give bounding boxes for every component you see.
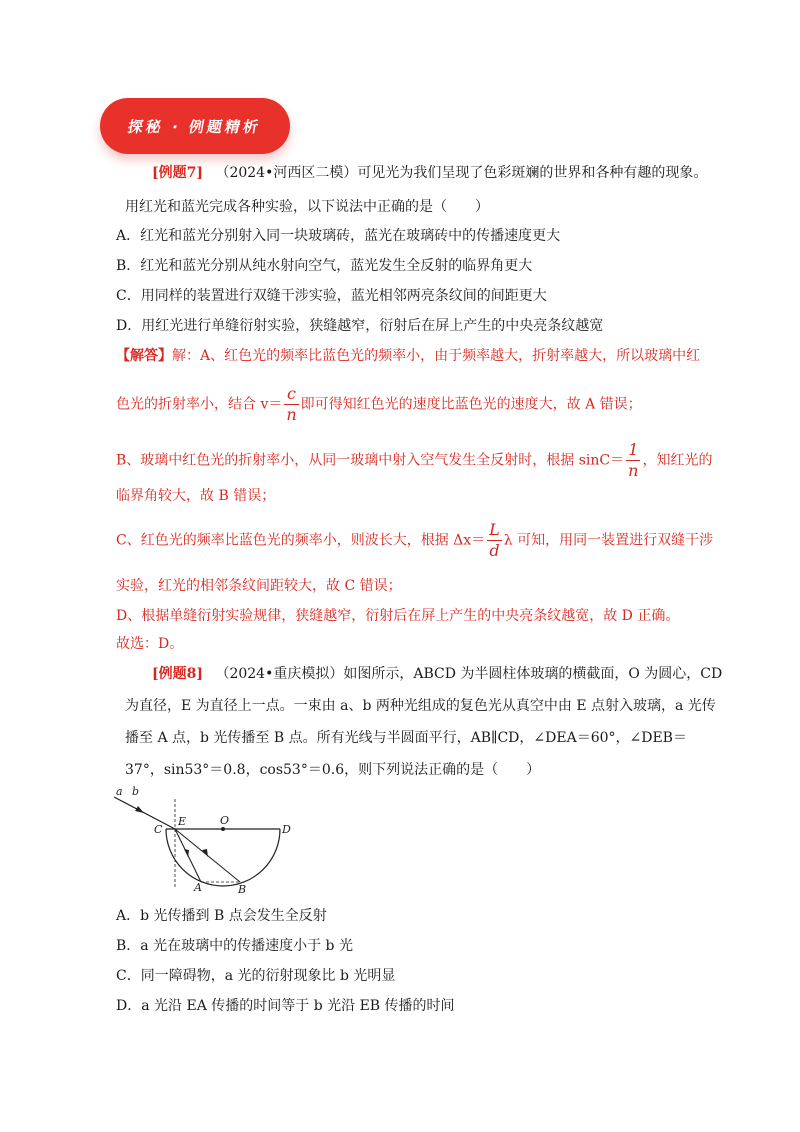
q8-text-1: （2024•重庆模拟）如图所示，ABCD 为半圆柱体玻璃的横截面，O 为圆心，CD (215, 666, 723, 682)
answer7-b1-post: ，知红光的 (642, 452, 713, 469)
frac-num: L (489, 520, 500, 539)
q7-line-1 (152, 163, 707, 183)
answer7-line-a2 (116, 386, 642, 423)
label-o: O (220, 814, 230, 827)
answer7-line-a1 (116, 346, 700, 366)
label-b: b (132, 785, 140, 798)
fraction-l-over-d (487, 522, 502, 559)
label-point-b: B (238, 883, 247, 896)
section-banner (100, 98, 290, 154)
center-point (221, 827, 225, 831)
answer7-c1-post: λ 可知，用同一装置进行双缝干涉 (503, 532, 714, 549)
q8-line-3: 播至 A 点，b 光传播至 B 点。所有光线与半圆面平行，AB∥CD，∠DEA＝60°，∠DEB＝ (125, 730, 687, 746)
answer7-line-c2: 实验，红光的相邻条纹间距较大，故 C 错误； (116, 578, 402, 594)
optics-diagram (108, 785, 308, 897)
answer7-line-d1: D、根据单缝衍射实验规律，狭缝越窄，衍射后在屏上产生的中央亮条纹越宽，故 D 正确。 (116, 608, 680, 624)
answer7-a1-text: 解：A、红色光的频率比蓝色光的频率小，由于频率越大，折射率越大，所以玻璃中红 (172, 348, 701, 364)
frac-num: c (287, 384, 296, 403)
label-c: C (154, 823, 163, 836)
answer7-a2-post: 即可得知红色光的速度比蓝色光的速度大，故 A 错误； (300, 396, 642, 413)
q7-option-d: D．用红光进行单缝衍射实验，狭缝越窄，衍射后在屏上产生的中央亮条纹越宽 (116, 318, 604, 334)
answer7-a2-pre: 色光的折射率小，结合 v＝ (116, 396, 283, 413)
q8-option-c: C．同一障碍物，a 光的衍射现象比 b 光明显 (116, 968, 396, 984)
answer7-b1-pre: B、玻璃中红色光的折射率小，从同一玻璃中射入空气发生全反射时，根据 sinC＝ (116, 452, 625, 469)
answer7-select: 故选：D。 (116, 636, 184, 652)
fraction-1-over-n (626, 442, 640, 479)
label-point-a: A (194, 881, 202, 894)
q7-option-a: A．红光和蓝光分别射入同一块玻璃砖，蓝光在玻璃砖中的传播速度更大 (116, 228, 561, 244)
q7-option-c: C．用同样的装置进行双缝干涉实验，蓝光相邻两亮条纹间的间距更大 (116, 288, 547, 304)
answer7-line-b2: 临界角较大，故 B 错误； (116, 488, 276, 504)
q8-line-2: 为直径，E 为直径上一点。一束由 a、b 两种光组成的复色光从真空中由 E 点射入玻璃，a 光传 (125, 698, 716, 714)
section-banner-text: 探秘 · 例题精析 (126, 117, 264, 136)
q8-line-1 (152, 664, 722, 684)
q8-line-4: 37°，sin53°＝0.8，cos53°＝0.6，则下列说法正确的是（ ） (125, 762, 541, 778)
q7-line-2: 用红光和蓝光完成各种实验，以下说法中正确的是（ ） (125, 199, 489, 215)
frac-den: n (628, 461, 639, 480)
frac-den: d (489, 541, 500, 560)
q8-tag: [例题8] (152, 666, 203, 682)
q7-option-b: B．红光和蓝光分别从纯水射向空气，蓝光发生全反射的临界角更大 (116, 258, 533, 274)
answer7-line-b1 (116, 442, 712, 479)
answer-tag: 【解答】 (116, 348, 172, 364)
answer7-c1-pre: C、红色光的频率比蓝色光的频率小，则波长大，根据 Δx＝ (116, 532, 486, 549)
q8-option-b: B．a 光在玻璃中的传播速度小于 b 光 (116, 938, 353, 954)
ray-arrow-icon (135, 806, 144, 813)
fraction-c-over-n (284, 386, 298, 423)
q8-option-a: A．b 光传播到 B 点会发生全反射 (116, 908, 327, 924)
label-e: E (178, 815, 187, 828)
semicircle-arc (166, 829, 280, 886)
label-d: D (282, 823, 291, 836)
frac-den: n (286, 405, 297, 424)
answer7-line-c1 (116, 522, 713, 559)
frac-num: 1 (628, 440, 639, 459)
q7-text-1: （2024•河西区二模）可见光为我们呈现了色彩斑斓的世界和各种有趣的现象。 (215, 165, 708, 181)
label-a: a (116, 785, 123, 798)
incident-ray (114, 797, 175, 829)
q7-tag: [例题7] (152, 165, 203, 181)
ray-eb-arrow-icon (202, 849, 208, 857)
q8-option-d: D．a 光沿 EA 传播的时间等于 b 光沿 EB 传播的时间 (116, 998, 455, 1014)
